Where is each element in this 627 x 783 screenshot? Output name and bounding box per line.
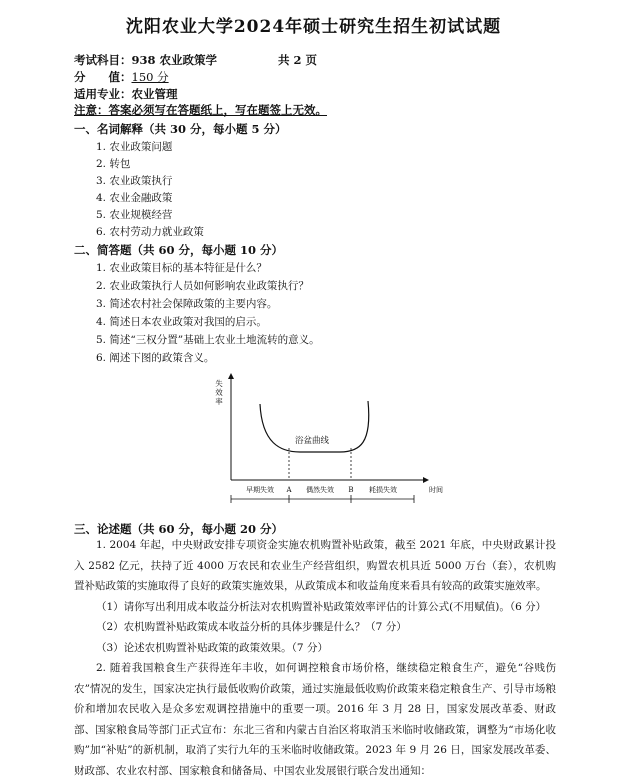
point-a-label: A xyxy=(286,486,292,494)
answer-notice: 注意：答案必须写在答题纸上，写在题签上无效。 xyxy=(74,103,327,117)
phase-wear-label: 耗损失效 xyxy=(369,486,397,494)
section2-item: 2. 农业政策执行人员如何影响农业政策执行？ xyxy=(96,280,309,292)
subject-label: 考试科目： xyxy=(74,53,132,67)
point-b-label: B xyxy=(348,486,354,494)
question-2-text: 2. 随着我国粮食生产获得连年丰收，如何调控粮食市场价格，继续稳定粮食生产，避免“谷贱伤农”情况的发生，国家决定执行最低收购价政策，通过实施最低收购价政策来稳定粮食生产、引导市场粮价和增加农民收入是众多宏观调控措施中的重要一项。2016 年 3 月 28 日，国家发展改革委、财政部、国家粮食局等部门正式宣布：东北三省和内蒙古自治区将取消玉米临时收储政策，调整为“市场化收购”加“补贴”的新机制，取消了实行九年的玉米临时收储政策。2023 年 9 月 26 日，国家发展改革委、财政部、农业农村部、国家粮食和储备局、中国农业发展银行联合发出通知： xyxy=(74,662,556,777)
section2-item: 5. 简述“三权分置”基础上农业土地流转的意义。 xyxy=(96,334,320,346)
section1-item: 4. 农业金融政策 xyxy=(96,192,173,204)
question-1-sub1: （1）请你写出利用成本收益分析法对农机购置补贴政策效率评估的计算公式(不用赋值)。（6 分） xyxy=(96,600,547,613)
score-line xyxy=(74,69,169,85)
question-1-sub2: （2）农机购置补贴政策成本收益分析的具体步骤是什么？（7 分） xyxy=(96,621,407,633)
section1-heading: 一、名词解释（共 30 分，每小题 5 分） xyxy=(74,122,287,136)
subject-line xyxy=(74,52,217,68)
section2-item: 4. 简述日本农业政策对我国的启示。 xyxy=(96,316,267,328)
major-label: 适用专业： xyxy=(74,87,132,101)
curve-label: 浴盆曲线 xyxy=(294,436,330,446)
section2-item: 3. 简述农村社会保障政策的主要内容。 xyxy=(96,298,278,310)
section1-item: 3. 农业政策执行 xyxy=(96,175,173,187)
score-value: 150 分 xyxy=(131,70,169,84)
y-label-char: 效 xyxy=(215,388,223,397)
question-1-sub3: （3）论述农机购置补贴政策的政策效果。（7 分） xyxy=(96,641,328,654)
phase-random-label: 偶然失效 xyxy=(306,486,334,494)
phase-early-label: 早期失效 xyxy=(246,486,274,494)
y-label-char: 失 xyxy=(215,379,223,388)
major-value: 农业管理 xyxy=(131,87,178,101)
section2-heading: 二、简答题（共 60 分，每小题 10 分） xyxy=(74,243,284,257)
subject-value: 938 农业政策学 xyxy=(131,53,218,67)
bathtub-curve-figure xyxy=(200,368,470,508)
y-label-char: 率 xyxy=(215,397,223,406)
section3-heading: 三、论述题（共 60 分，每小题 20 分） xyxy=(74,522,284,536)
major-line xyxy=(74,86,178,102)
section1-item: 6. 农村劳动力就业政策 xyxy=(96,226,204,238)
question-1-text: 1. 2004 年起，中央财政安排专项资金实施农机购置补贴政策，截至 2021 年底，中央财政累计投入 2582 亿元，扶持了近 4000 万农民和农业生产经营组织，购置农机具近 5000 万台（套），农机购置补贴政策的实施取得了良好的政策实施效果，从政策成本和收益角度来看具有较高的政策实施效率。 xyxy=(74,539,556,592)
section1-item: 2. 转包 xyxy=(96,158,131,170)
exam-title: 沈阳农业大学2024年硕士研究生招生初试试题 xyxy=(125,17,502,37)
section2-item: 6. 阐述下图的政策含义。 xyxy=(96,352,215,364)
page-count: 共 2 页 xyxy=(278,53,318,67)
section1-item: 5. 农业规模经营 xyxy=(96,209,173,221)
section3-body xyxy=(74,535,556,781)
score-label: 分 值： xyxy=(74,70,132,84)
x-axis-label: 时间 xyxy=(429,486,443,494)
y-axis-label xyxy=(215,378,223,406)
section1-item: 1. 农业政策问题 xyxy=(96,141,173,153)
section2-item: 1. 农业政策目标的基本特征是什么？ xyxy=(96,262,267,274)
